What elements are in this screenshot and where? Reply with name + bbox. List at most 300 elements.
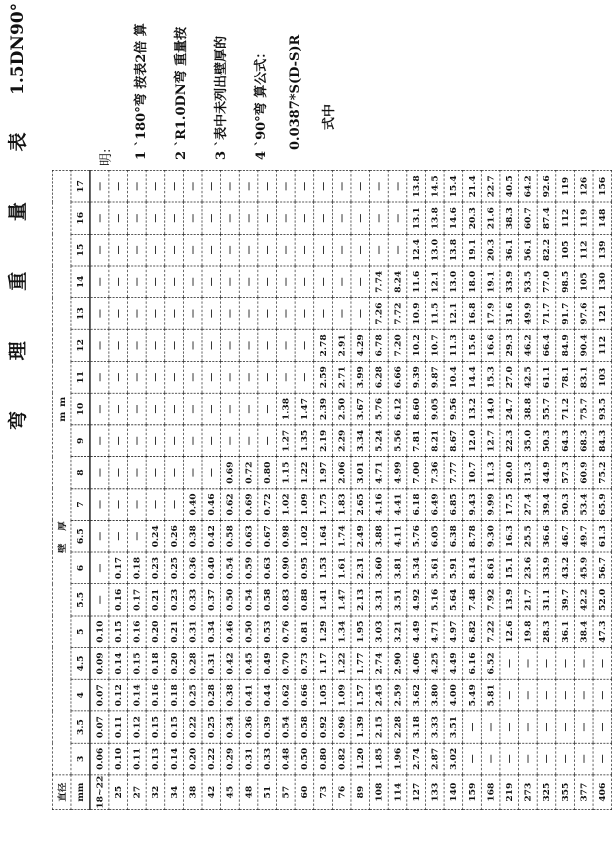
weight-cell: —: [128, 266, 147, 298]
weight-cell: 0.33: [183, 584, 202, 616]
weight-cell: 6.49: [425, 489, 444, 521]
weight-cell: 31.1: [537, 584, 556, 616]
weight-cell: 0.38: [221, 679, 240, 711]
weight-cell: 9.56: [444, 393, 463, 425]
weight-cell: 1.29: [314, 616, 333, 648]
weight-cell: 148: [593, 202, 612, 234]
weight-cell: 0.24: [146, 520, 165, 552]
weight-cell: 4.25: [425, 648, 444, 680]
weight-cell: —: [221, 266, 240, 298]
weight-cell: 97.6: [574, 298, 593, 330]
weight-cell: —: [239, 298, 258, 330]
weight-cell: 3.51: [388, 584, 407, 616]
weight-cell: 2.50: [332, 393, 351, 425]
weight-cell: —: [314, 298, 333, 330]
dn-cell: 114: [388, 775, 407, 810]
weight-cell: 9.43: [463, 489, 482, 521]
weight-cell: —: [165, 457, 184, 489]
weight-cell: 52.0: [593, 584, 612, 616]
weight-cell: —: [146, 489, 165, 521]
weight-cell: 0.11: [128, 743, 147, 775]
weight-cell: —: [183, 425, 202, 457]
table-row: [537, 170, 556, 809]
weight-cell: 13.0: [444, 266, 463, 298]
weight-cell: 3.34: [351, 425, 370, 457]
weight-cell: —: [146, 298, 165, 330]
weight-cell: —: [276, 266, 295, 298]
dn-cell: 45: [221, 775, 240, 810]
weight-cell: 12.1: [444, 298, 463, 330]
weight-cell: 17.5: [500, 489, 519, 521]
weight-cell: —: [90, 202, 109, 234]
weight-cell: 90.4: [574, 330, 593, 362]
weight-cell: 112: [593, 330, 612, 362]
weight-cell: 9.05: [425, 393, 444, 425]
weight-cell: 0.07: [90, 711, 109, 743]
weight-cell: —: [295, 330, 314, 362]
weight-cell: 84.9: [556, 330, 575, 362]
weight-cell: 1.77: [351, 648, 370, 680]
weight-cell: 139: [593, 234, 612, 266]
table-row: [574, 170, 593, 809]
weight-cell: 3.33: [425, 711, 444, 743]
weight-cell: 0.58: [221, 520, 240, 552]
weight-cell: —: [128, 489, 147, 521]
weight-cell: —: [556, 679, 575, 711]
weight-cell: 12.7: [481, 425, 500, 457]
weight-cell: 68.3: [574, 425, 593, 457]
weight-cell: —: [258, 266, 277, 298]
weight-cell: 4.71: [425, 616, 444, 648]
weight-cell: 4.71: [370, 457, 389, 489]
weight-cell: 3.03: [370, 616, 389, 648]
weight-cell: 1.09: [295, 489, 314, 521]
thickness-title-row: [52, 170, 71, 809]
thickness-header: 9: [71, 425, 90, 457]
weight-cell: 12.6: [500, 616, 519, 648]
weight-cell: —: [537, 679, 556, 711]
weight-cell: 21.6: [481, 202, 500, 234]
weight-cell: —: [500, 648, 519, 680]
weight-cell: —: [258, 170, 277, 202]
weight-cell: —: [183, 202, 202, 234]
weight-cell: —: [146, 234, 165, 266]
weight-cell: 2.71: [332, 361, 351, 393]
weight-cell: 36.1: [556, 616, 575, 648]
weight-cell: 10.7: [463, 457, 482, 489]
table-row: [258, 170, 277, 809]
weight-cell: 4.00: [444, 679, 463, 711]
weight-cell: 98.5: [556, 266, 575, 298]
thickness-title: [52, 170, 71, 774]
header-spec: 1.5DN: [8, 35, 28, 95]
weight-cell: —: [556, 648, 575, 680]
thickness-header: 3.5: [71, 711, 90, 743]
weight-cell: 2.78: [314, 330, 333, 362]
weight-cell: 2.28: [388, 711, 407, 743]
weight-cell: —: [239, 425, 258, 457]
weight-cell: 66.4: [537, 330, 556, 362]
weight-cell: 3.60: [370, 552, 389, 584]
weight-cell: —: [202, 425, 221, 457]
weight-cell: —: [370, 234, 389, 266]
weight-cell: 4.29: [351, 330, 370, 362]
weight-cell: 0.18: [128, 552, 147, 584]
weight-cell: 0.18: [146, 648, 165, 680]
weight-cell: —: [593, 648, 612, 680]
dn-cell: 133: [425, 775, 444, 810]
weight-cell: 6.12: [388, 393, 407, 425]
weight-cell: 15.4: [444, 170, 463, 202]
thickness-header: 16: [71, 202, 90, 234]
weight-cell: 38.8: [519, 393, 538, 425]
weight-cell: —: [314, 202, 333, 234]
weight-cell: —: [295, 202, 314, 234]
weight-cell: —: [202, 361, 221, 393]
weight-cell: 8.60: [407, 393, 426, 425]
weight-cell: —: [463, 711, 482, 743]
weight-cell: 2.59: [314, 361, 333, 393]
weight-cell: —: [258, 330, 277, 362]
weight-cell: 119: [556, 170, 575, 202]
weight-cell: 0.46: [221, 616, 240, 648]
dn-cell: 140: [444, 775, 463, 810]
weight-cell: —: [202, 457, 221, 489]
weight-cell: —: [109, 457, 128, 489]
dn-cell: 325: [537, 775, 556, 810]
weight-cell: 0.34: [202, 616, 221, 648]
weight-cell: —: [388, 170, 407, 202]
weight-cell: 0.23: [146, 552, 165, 584]
weight-cell: 83.1: [574, 361, 593, 393]
weight-cell: 0.15: [128, 648, 147, 680]
weight-cell: —: [165, 425, 184, 457]
weight-cell: —: [128, 425, 147, 457]
weight-cell: 6.82: [463, 616, 482, 648]
weight-cell: 13.2: [463, 393, 482, 425]
weight-cell: 82.2: [537, 234, 556, 266]
weight-cell: 0.18: [165, 679, 184, 711]
weight-cell: 2.90: [388, 648, 407, 680]
weight-cell: —: [481, 711, 500, 743]
weight-cell: —: [128, 234, 147, 266]
thickness-header: 4: [71, 679, 90, 711]
weight-cell: —: [90, 361, 109, 393]
weight-cell: 0.63: [258, 552, 277, 584]
weight-cell: —: [537, 711, 556, 743]
weight-cell: 0.33: [258, 743, 277, 775]
weight-cell: 65.9: [593, 489, 612, 521]
weight-cell: 39.7: [556, 584, 575, 616]
weight-cell: —: [202, 266, 221, 298]
weight-cell: —: [481, 743, 500, 775]
weight-cell: 10.7: [425, 330, 444, 362]
weight-cell: —: [165, 361, 184, 393]
weight-cell: 0.31: [239, 743, 258, 775]
weight-cell: 5.49: [463, 679, 482, 711]
weight-cell: 0.90: [276, 552, 295, 584]
thickness-header: 13: [71, 298, 90, 330]
weight-cell: 36.6: [537, 520, 556, 552]
weight-cell: 1.38: [276, 393, 295, 425]
dn-cell: 48: [239, 775, 258, 810]
header-angle: 90°: [8, 2, 28, 35]
weight-cell: —: [90, 520, 109, 552]
weight-cell: —: [239, 266, 258, 298]
weight-cell: —: [221, 425, 240, 457]
weight-cell: 0.15: [146, 711, 165, 743]
weight-cell: 1.35: [295, 425, 314, 457]
table-row: [314, 170, 333, 809]
weight-cell: —: [276, 298, 295, 330]
weight-cell: 4.06: [407, 648, 426, 680]
weight-cell: —: [332, 234, 351, 266]
thickness-header: 5: [71, 616, 90, 648]
weight-cell: —: [165, 489, 184, 521]
weight-cell: 0.59: [239, 552, 258, 584]
weight-cell: —: [128, 361, 147, 393]
weight-cell: 0.83: [276, 584, 295, 616]
weight-cell: —: [221, 202, 240, 234]
weight-cell: 0.58: [295, 711, 314, 743]
weight-cell: 78.1: [556, 361, 575, 393]
weight-cell: 1.22: [295, 457, 314, 489]
weight-cell: 1.20: [351, 743, 370, 775]
weight-cell: —: [165, 170, 184, 202]
weight-cell: 1.34: [332, 616, 351, 648]
weight-cell: 6.66: [388, 361, 407, 393]
weight-cell: —: [351, 266, 370, 298]
weight-cell: —: [239, 234, 258, 266]
weight-cell: 2.65: [351, 489, 370, 521]
weight-cell: 75.7: [574, 393, 593, 425]
weight-cell: 13.0: [425, 234, 444, 266]
weight-table: [52, 170, 612, 810]
weight-cell: 0.10: [90, 616, 109, 648]
weight-cell: 8.14: [463, 552, 482, 584]
table-row: [444, 170, 463, 809]
weight-cell: 2.87: [425, 743, 444, 775]
weight-cell: —: [239, 393, 258, 425]
weight-cell: 21.4: [463, 170, 482, 202]
weight-cell: 1.85: [370, 743, 389, 775]
weight-cell: 40.5: [500, 170, 519, 202]
weight-cell: 0.21: [146, 584, 165, 616]
weight-cell: —: [314, 170, 333, 202]
weight-cell: —: [165, 298, 184, 330]
weight-cell: —: [332, 202, 351, 234]
dn-cell: 34: [165, 775, 184, 810]
weight-cell: 1.05: [314, 679, 333, 711]
weight-cell: —: [183, 170, 202, 202]
weight-cell: 14.6: [444, 202, 463, 234]
weight-cell: 0.17: [128, 584, 147, 616]
weight-cell: 38.3: [500, 202, 519, 234]
weight-cell: 0.72: [258, 489, 277, 521]
note-1: 1 `180°弯 按表2倍 算: [134, 23, 149, 160]
thickness-label: 壁 厚: [57, 516, 67, 554]
weight-cell: 0.80: [258, 457, 277, 489]
weight-cell: 50.3: [556, 489, 575, 521]
weight-cell: 24.7: [500, 393, 519, 425]
weight-cell: 42.5: [519, 361, 538, 393]
weight-cell: 3.67: [351, 393, 370, 425]
weight-cell: 33.9: [537, 552, 556, 584]
weight-cell: 1.61: [332, 552, 351, 584]
weight-cell: 61.3: [593, 520, 612, 552]
table-row: [351, 170, 370, 809]
weight-cell: 0.54: [221, 552, 240, 584]
weight-cell: 0.53: [258, 616, 277, 648]
weight-cell: —: [295, 170, 314, 202]
weight-cell: 64.2: [519, 170, 538, 202]
weight-cell: —: [258, 393, 277, 425]
weight-cell: 7.48: [463, 584, 482, 616]
weight-cell: 5.81: [481, 679, 500, 711]
weight-cell: 10.9: [407, 298, 426, 330]
dn-cell: 32: [146, 775, 165, 810]
weight-cell: 0.45: [239, 648, 258, 680]
weight-cell: 15.6: [463, 330, 482, 362]
weight-cell: 60.7: [519, 202, 538, 234]
weight-cell: 53.5: [519, 266, 538, 298]
dn-cell: 89: [351, 775, 370, 810]
weight-cell: 3.81: [388, 552, 407, 584]
weight-cell: —: [388, 202, 407, 234]
weight-cell: —: [370, 170, 389, 202]
document-title: 弯 理 重 量 表: [7, 110, 29, 430]
weight-cell: 0.31: [202, 648, 221, 680]
weight-cell: 10.4: [444, 361, 463, 393]
weight-cell: 0.42: [202, 520, 221, 552]
weight-cell: 5.64: [444, 584, 463, 616]
weight-cell: 0.50: [221, 584, 240, 616]
weight-cell: —: [90, 393, 109, 425]
weight-cell: —: [519, 648, 538, 680]
weight-cell: 1.17: [314, 648, 333, 680]
weight-cell: 19.8: [519, 616, 538, 648]
note-4: 4 `90°弯 算公式：: [254, 45, 269, 160]
weight-cell: —: [239, 170, 258, 202]
weight-cell: 6.18: [407, 489, 426, 521]
weight-cell: 25.5: [519, 520, 538, 552]
weight-cell: —: [556, 711, 575, 743]
weight-cell: 156: [593, 170, 612, 202]
weight-cell: 7.20: [388, 330, 407, 362]
weight-cell: 0.73: [295, 648, 314, 680]
dn-cell: 108: [370, 775, 389, 810]
weight-cell: 0.28: [202, 679, 221, 711]
weight-cell: 53.4: [574, 489, 593, 521]
weight-cell: 1.39: [351, 711, 370, 743]
weight-cell: 21.7: [519, 584, 538, 616]
weight-cell: —: [90, 552, 109, 584]
weight-cell: 6.38: [444, 520, 463, 552]
weight-cell: 4.16: [370, 489, 389, 521]
weight-cell: 0.67: [258, 520, 277, 552]
weight-cell: 4.97: [444, 616, 463, 648]
weight-cell: 71.7: [537, 298, 556, 330]
dn-cell: 219: [500, 775, 519, 810]
weight-cell: 1.15: [276, 457, 295, 489]
weight-cell: —: [556, 743, 575, 775]
weight-cell: 4.99: [388, 457, 407, 489]
weight-cell: 0.12: [109, 679, 128, 711]
weight-cell: 17.9: [481, 298, 500, 330]
table-row: [425, 170, 444, 809]
weight-cell: 0.31: [183, 616, 202, 648]
weight-cell: 119: [574, 202, 593, 234]
weight-cell: 27.0: [500, 361, 519, 393]
weight-cell: —: [90, 170, 109, 202]
dn-cell: 73: [314, 775, 333, 810]
weight-cell: 49.7: [574, 520, 593, 552]
weight-cell: 0.10: [109, 743, 128, 775]
weight-cell: 6.16: [463, 648, 482, 680]
weight-cell: 0.72: [239, 457, 258, 489]
weight-cell: —: [109, 425, 128, 457]
dn-cell: 273: [519, 775, 538, 810]
weight-cell: —: [128, 393, 147, 425]
weight-cell: 0.66: [295, 679, 314, 711]
weight-cell: 16.8: [463, 298, 482, 330]
weight-cell: 0.14: [165, 743, 184, 775]
weight-cell: 84.3: [593, 425, 612, 457]
weight-cell: —: [165, 234, 184, 266]
weight-cell: 0.50: [239, 616, 258, 648]
weight-cell: 1.74: [332, 520, 351, 552]
weight-cell: 2.06: [332, 457, 351, 489]
weight-cell: —: [202, 234, 221, 266]
weight-cell: 0.16: [128, 616, 147, 648]
weight-cell: 13.9: [500, 584, 519, 616]
weight-cell: —: [537, 743, 556, 775]
weight-cell: —: [593, 743, 612, 775]
dn-cell: 57: [276, 775, 295, 810]
weight-cell: 1.83: [332, 489, 351, 521]
table-row: [183, 170, 202, 809]
weight-cell: 1.47: [332, 584, 351, 616]
weight-cell: —: [183, 457, 202, 489]
weight-cell: —: [295, 234, 314, 266]
weight-cell: 0.16: [109, 584, 128, 616]
table-row: [109, 170, 128, 809]
weight-cell: 9.87: [425, 361, 444, 393]
weight-cell: 1.27: [276, 425, 295, 457]
table-row: [481, 170, 500, 809]
weight-cell: 2.91: [332, 330, 351, 362]
weight-cell: 1.22: [332, 648, 351, 680]
weight-cell: —: [202, 170, 221, 202]
table-row: [370, 170, 389, 809]
weight-cell: —: [276, 361, 295, 393]
weight-cell: 5.91: [444, 552, 463, 584]
weight-cell: 0.82: [332, 743, 351, 775]
weight-cell: —: [593, 679, 612, 711]
weight-cell: 6.28: [370, 361, 389, 393]
weight-cell: —: [90, 457, 109, 489]
weight-cell: —: [239, 330, 258, 362]
weight-cell: 1.53: [314, 552, 333, 584]
weight-cell: 0.36: [239, 711, 258, 743]
weight-cell: 13.1: [407, 202, 426, 234]
weight-cell: —: [183, 234, 202, 266]
table-row: [332, 170, 351, 809]
weight-cell: 3.01: [351, 457, 370, 489]
thickness-header: 10: [71, 393, 90, 425]
weight-cell: 0.92: [314, 711, 333, 743]
weight-cell: 19.1: [481, 266, 500, 298]
